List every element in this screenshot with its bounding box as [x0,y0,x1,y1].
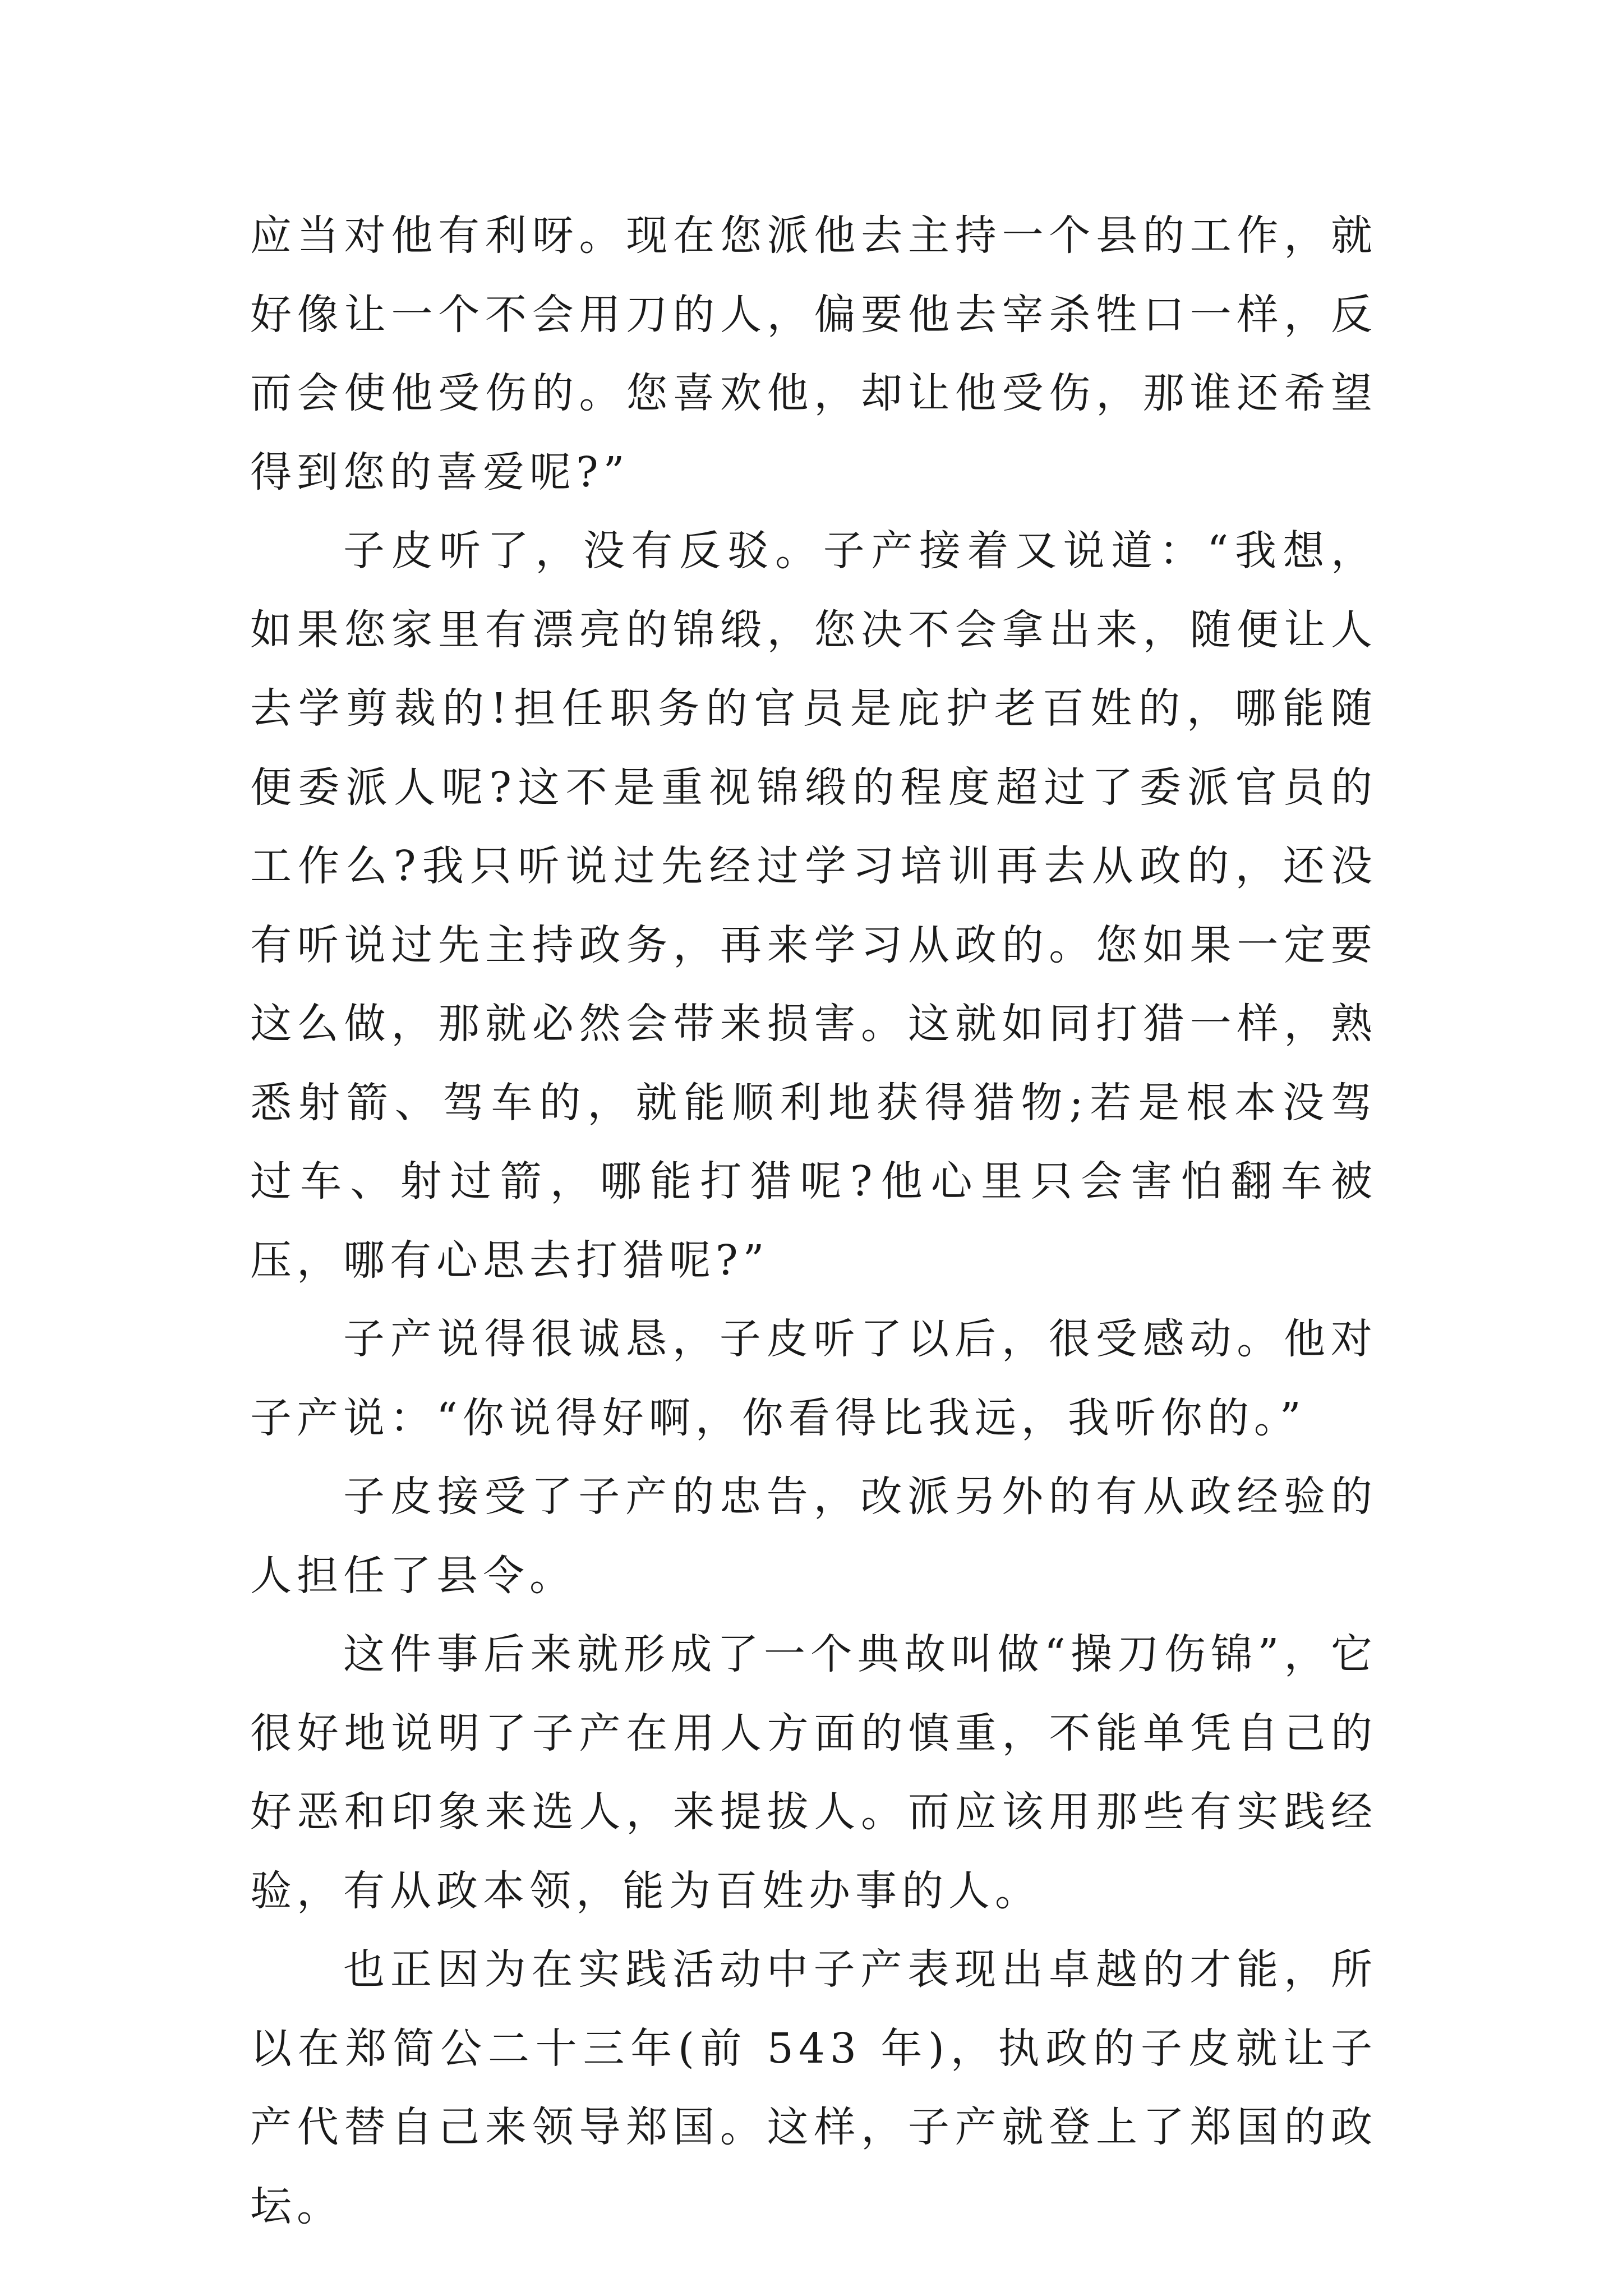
body-text [250,196,1377,2246]
paragraph-5: 这件事后来就形成了一个典故叫做“操刀伤锦”，它很好地说明了子产在用人方面的慎重，不能单凭自己的好恶和印象来选人，来提拔人。而应该用那些有实践经验，有从政本领，能为百姓办事的人。 [250,1630,1377,1915]
paragraph-2: 子皮听了，没有反驳。子产接着又说道：“我想，如果您家里有漂亮的锦缎，您决不会拿出来，随便让人去学剪裁的!担任职务的官员是庇护老百姓的，哪能随便委派人呢?这不是重视锦缎的程度超过了委派官员的工作么?我只听说过先经过学习培训再去从政的，还没有听说过先主持政务，再来学习从政的。您如果一定要这么做，那就必然会带来损害。这就如同打猎一样，熟悉射箭、驾车的，就能顺利地获得猎物;若是根本没驾过车、射过箭，哪能打猎呢?他心里只会害怕翻车被压，哪有心思去打猎呢?” [250,527,1377,1285]
paragraph-1: 应当对他有利呀。现在您派他去主持一个县的工作，就好像让一个不会用刀的人，偏要他去宰杀牲口一样，反而会使他受伤的。您喜欢他，却让他受伤，那谁还希望得到您的喜爱呢?” [250,211,1377,496]
paragraph-3: 子产说得很诚恳，子皮听了以后，很受感动。他对子产说：“你说得好啊，你看得比我远，我听你的。” [250,1315,1377,1442]
paragraph-4: 子皮接受了子产的忠告，改派另外的有从政经验的人担任了县令。 [250,1473,1377,1600]
paragraph-6: 也正因为在实践活动中子产表现出卓越的才能，所以在郑简公二十三年(前 543 年)，执政的子皮就让子产代替自己来领导郑国。这样，子产就登上了郑国的政坛。 [250,1945,1377,2230]
